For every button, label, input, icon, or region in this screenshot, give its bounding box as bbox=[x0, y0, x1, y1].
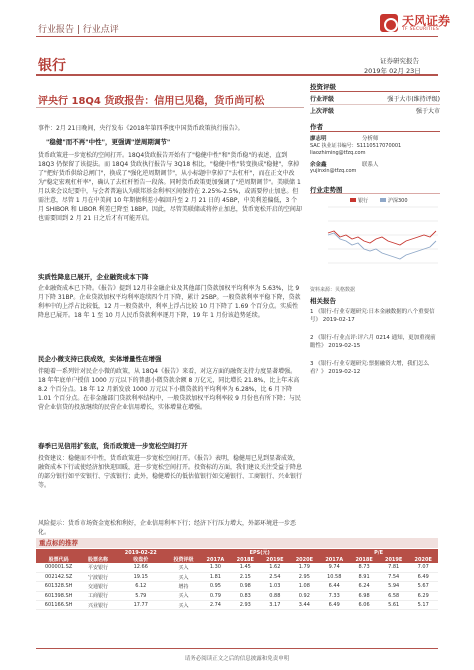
table-cell: 0.92 bbox=[290, 591, 320, 600]
table-cell: 0.79 bbox=[200, 591, 230, 600]
table-cell: 3.17 bbox=[260, 601, 290, 610]
table-cell: 6.29 bbox=[408, 591, 438, 600]
author-cert: SAC 执业证书编号：S1110517070001 bbox=[310, 143, 402, 149]
table-cell: 0.83 bbox=[231, 591, 261, 600]
table-header: 2019E bbox=[260, 556, 290, 563]
related-report-item[interactable]: 3 《银行-行业专题研究:票据融资大增，我们怎么看？》 2019-02-12 bbox=[310, 361, 430, 375]
table-header: 2018E bbox=[231, 556, 261, 563]
headline-divider bbox=[36, 107, 304, 108]
table-header: 2017A bbox=[319, 556, 349, 563]
table-cell: 2.54 bbox=[260, 572, 290, 581]
footer-divider bbox=[36, 648, 438, 649]
company-logo bbox=[380, 12, 460, 38]
title-divider bbox=[36, 74, 438, 76]
table-cell: 平安银行 bbox=[81, 563, 115, 572]
table-row bbox=[36, 572, 438, 581]
table-cell: 6.58 bbox=[379, 591, 409, 600]
rating-label: 投资评级 bbox=[310, 83, 336, 91]
table-group-header bbox=[167, 549, 201, 556]
table-cell: 5.67 bbox=[408, 582, 438, 591]
table-group-header: EPS(元) bbox=[200, 549, 319, 556]
legend-swatch-bank bbox=[350, 198, 356, 202]
table-cell: 5.94 bbox=[379, 582, 409, 591]
table-body bbox=[36, 563, 438, 610]
table-cell: 7.54 bbox=[379, 572, 409, 581]
series-bank-line bbox=[328, 231, 436, 245]
table-header: 股票名称 bbox=[81, 556, 115, 563]
report-headline: 评央行 18Q4 货政报告：信用已见稳，货币尚可松 bbox=[38, 96, 265, 107]
table-cell: 8.73 bbox=[349, 563, 379, 572]
table-cell: 1.03 bbox=[260, 582, 290, 591]
table-cell: 9.74 bbox=[319, 563, 349, 572]
trend-chart-svg bbox=[310, 193, 440, 283]
body-paragraph: 货币政策进一步宽松的空间打开。18Q4货政报告开始有了"稳健中性"和"货币稳"的表述，直到 18Q3 仍保留了该提法。而 18Q4 货政执行报告与 3Q18 相比，"稳健中性"转变换成"稳健"，拿掉了"把好货币供给总闸门"，换成了"强化逆周期调节"，从小标题中拿掉了"去杠杆"，而在正文中改为"稳定宏观杠杆率"，确认了去杠杆暂告一段落。同时货币政策更加强调了"逆周期调节"。美联储 1 月以来会议纪要中，与会者普遍认为联邦基金利率区间保持在 2.25%-2.5%，或需要停止加息。但需注意，尽管 1 月在中美间 10 年期债利差小幅回升至 2 月 21 日的 45BP，中美利差偏低，3 个月 SHIBOR 和 LIBOR 利差已降至 18BP。因此，尽管美联储或将停止加息，货币宽松开启的空间却也需要回到 2 月 21 日之后才有可能开启。 bbox=[38, 152, 302, 222]
last-rating-row bbox=[310, 106, 440, 116]
report-type: 证券研究报告 bbox=[380, 57, 419, 65]
table-cell: 19.15 bbox=[115, 572, 167, 581]
author-label: 作者 bbox=[310, 123, 323, 131]
sidebar-divider bbox=[310, 91, 440, 92]
table-cell: 7.81 bbox=[379, 563, 409, 572]
legend-swatch-index bbox=[380, 198, 386, 202]
table-cell: 宁波银行 bbox=[81, 572, 115, 581]
chart-gridlines bbox=[328, 207, 438, 263]
table-cell: 7.33 bbox=[319, 591, 349, 600]
body-paragraph: 企业融资成本已下降。《报告》提到 12月非金融企业及其他部门贷款加权平均利率为 5.63%，比 9 月下降 31BP。企业贷款加权平均利率连续四个月下降，累计 25BP。一般贷款利率平稳下降，贷款利率中的上浮占比较低，12 月一般贷款中，利率上浮占比较 10 月下降了 1.69 个百分点。实质性降息已展开。18 年 1 至 10 月人民币贷款利率逐月下降，19 年 1 月份该趋势延续。 bbox=[38, 285, 301, 319]
table-cell: 买入 bbox=[167, 563, 201, 572]
risk-warning: 风险提示：货币市场资金宽松和利好，企业信用利率下行；经济下行压力增大，外部环境进一步恶化。 bbox=[38, 520, 297, 536]
author-role: 分析师 bbox=[362, 136, 379, 142]
related-report-item[interactable]: 1 《银行-行业专题研究:日本金融数据的八个重要信号》 2019-02-17 bbox=[310, 309, 435, 323]
table-header: 2017A bbox=[200, 556, 230, 563]
table-cell: 6.49 bbox=[408, 572, 438, 581]
body-paragraph: 伴随着一系列针对民企小微的政策，从 18Q4《报告》来看，对这方面的融资支持力度显著增强。18 年年底单户授信 1000 万元以下的普惠小微贷款余额 8 万亿元，同比增长 21.8%，比上年末高 8.2 个百分点。18 年 12 月新发放 1000 万元以下小微贷款的平均利率为 6.28%，比 6 月下降 1.01 个百分点。在非金融部门贷款利率结构中，一般贷款加权平均利率较 9 月份也有所下降；与民营企业信贷的投放继续的民营企业信用增长，实体增量在增强。 bbox=[38, 368, 301, 411]
last-rating-key: 上次评级 bbox=[310, 108, 335, 115]
logo-mark-icon bbox=[380, 14, 398, 32]
table-cell: 000001.SZ bbox=[36, 563, 81, 572]
table-group-header bbox=[36, 549, 81, 556]
chart-title: 行业走势图 bbox=[310, 186, 343, 194]
table-cell: 5.17 bbox=[408, 601, 438, 610]
table-cell: 买入 bbox=[167, 591, 201, 600]
table-cell: 0.95 bbox=[200, 582, 230, 591]
author-name: 廖志明 bbox=[310, 136, 327, 142]
table-cell: 601328.SH bbox=[36, 582, 81, 591]
table-cell: 1.62 bbox=[260, 563, 290, 572]
table-cell: 601398.SH bbox=[36, 591, 81, 600]
table-cell: 12.66 bbox=[115, 563, 167, 572]
last-rating-value: 强于大市 bbox=[415, 108, 440, 115]
table-cell: 1.45 bbox=[231, 563, 261, 572]
author-email[interactable]: liaozhiming@tfzq.com bbox=[310, 150, 366, 156]
legend-label-index: 沪深300 bbox=[388, 198, 408, 204]
table-group-header-row bbox=[36, 549, 438, 556]
table-header: 2020E bbox=[408, 556, 438, 563]
breadcrumb: 行业报告 | 行业点评 bbox=[38, 25, 119, 35]
section-heading: 民企小微支持已获成效，实体增量性在增强 bbox=[38, 355, 162, 363]
logo-name-cn: 天风证券 bbox=[402, 14, 451, 28]
table-row bbox=[36, 601, 438, 610]
table-cell: 0.88 bbox=[260, 591, 290, 600]
table-cell: 6.12 bbox=[115, 582, 167, 591]
table-cell: 8.91 bbox=[349, 572, 379, 581]
author-name: 余金鑫 bbox=[310, 162, 327, 168]
author-role: 联系人 bbox=[362, 162, 379, 168]
related-reports-title: 相关报告 bbox=[310, 297, 336, 305]
table-header: 收盘价 bbox=[115, 556, 167, 563]
sidebar-thin-divider bbox=[310, 104, 440, 105]
table-cell: 买入 bbox=[167, 601, 201, 610]
table-cell: 兴业银行 bbox=[81, 601, 115, 610]
rating-row bbox=[310, 94, 440, 104]
table-title: 重点标的推荐 bbox=[36, 538, 438, 548]
sidebar-divider bbox=[310, 131, 440, 132]
industry-trend-chart bbox=[310, 193, 440, 283]
table-cell: 7.07 bbox=[408, 563, 438, 572]
table-cell: 3.44 bbox=[290, 601, 320, 610]
table-cell: 买入 bbox=[167, 572, 201, 581]
sidebar bbox=[310, 80, 440, 180]
table-group-header: 2019-02-22 bbox=[115, 549, 167, 556]
logo-name-en: TF SECURITIES bbox=[402, 27, 440, 32]
event-paragraph: 事件：2月 21日晚间，央行发布《2018年第四季度中国货币政策执行报告》。 bbox=[38, 125, 244, 132]
table-cell: 6.24 bbox=[349, 582, 379, 591]
footer-disclaimer: 请务必阅读正文之后的信息披露和免责申明 bbox=[184, 656, 290, 662]
table-cell: 1.81 bbox=[200, 572, 230, 581]
quote-line: "稳健"而不再"中性"，更强调"逆周期调节" bbox=[46, 138, 171, 146]
legend-label-bank: 银行 bbox=[358, 198, 369, 204]
table-header: 2018E bbox=[349, 556, 379, 563]
table-cell: 增持 bbox=[167, 582, 201, 591]
table-cell: 002142.SZ bbox=[36, 572, 81, 581]
report-date: 2019年 02月 23日 bbox=[364, 67, 421, 75]
stock-recommendation-table bbox=[36, 549, 438, 610]
table-cell: 2.95 bbox=[290, 572, 320, 581]
table-cell: 2.74 bbox=[200, 601, 230, 610]
table-header: 2019E bbox=[379, 556, 409, 563]
table-header: 股票代码 bbox=[36, 556, 81, 563]
body-paragraph: 投资建议：稳健而不中性，货币政策进一步宽松空间打开。《报告》表明，稳健用已见到显著成效，融资成本下行或使经济加快迎回暖，进一步宽松空间打开。投资标的方面，我们建议关注受益于降息的部分银行如平安银行、宁波银行；此外，稳健增长的低估值银行如交通银行、工商银行、兴业银行等。 bbox=[38, 455, 302, 489]
table-cell: 6.98 bbox=[349, 591, 379, 600]
table-header: 投资评级 bbox=[167, 556, 201, 563]
table-cell: 17.77 bbox=[115, 601, 167, 610]
table-row bbox=[36, 591, 438, 600]
table-cell: 0.98 bbox=[231, 582, 261, 591]
related-report-item[interactable]: 2 《银行-行业点评:评六月 0214 通知，更加重视前瞻性》 2019-02-15 bbox=[310, 335, 436, 349]
chart-source: 资料来源：贝格数据 bbox=[310, 287, 356, 293]
table-cell: 工商银行 bbox=[81, 591, 115, 600]
table-header: 2020E bbox=[290, 556, 320, 563]
table-cell: 1.30 bbox=[200, 563, 230, 572]
section-heading: 实质性降息已展开，企业融资成本下降 bbox=[38, 273, 149, 281]
table-cell: 2.15 bbox=[231, 572, 261, 581]
table-cell: 1.79 bbox=[290, 563, 320, 572]
rating-value: 强于大市(维持评级) bbox=[387, 96, 440, 103]
table-row bbox=[36, 582, 438, 591]
industry-title: 银行 bbox=[38, 58, 66, 74]
table-cell: 6.44 bbox=[319, 582, 349, 591]
table-cell: 6.06 bbox=[349, 601, 379, 610]
table-cell: 交通银行 bbox=[81, 582, 115, 591]
section-heading: 春季已见信用扩张底，货币政策进一步宽松空间打开 bbox=[38, 442, 188, 450]
table-cell: 5.79 bbox=[115, 591, 167, 600]
table-cell: 2.93 bbox=[231, 601, 261, 610]
table-cell: 6.49 bbox=[319, 601, 349, 610]
table-row bbox=[36, 563, 438, 572]
author-email[interactable]: yujinxin@tfzq.com bbox=[310, 168, 357, 174]
table-group-header: P/E bbox=[319, 549, 438, 556]
top-divider bbox=[36, 36, 438, 37]
table-group-header bbox=[81, 549, 115, 556]
table-cell: 10.58 bbox=[319, 572, 349, 581]
table-cell: 1.08 bbox=[290, 582, 320, 591]
table-cell: 601166.SH bbox=[36, 601, 81, 610]
table-header-row bbox=[36, 556, 438, 563]
table-cell: 5.61 bbox=[379, 601, 409, 610]
rating-key: 行业评级 bbox=[310, 96, 335, 103]
